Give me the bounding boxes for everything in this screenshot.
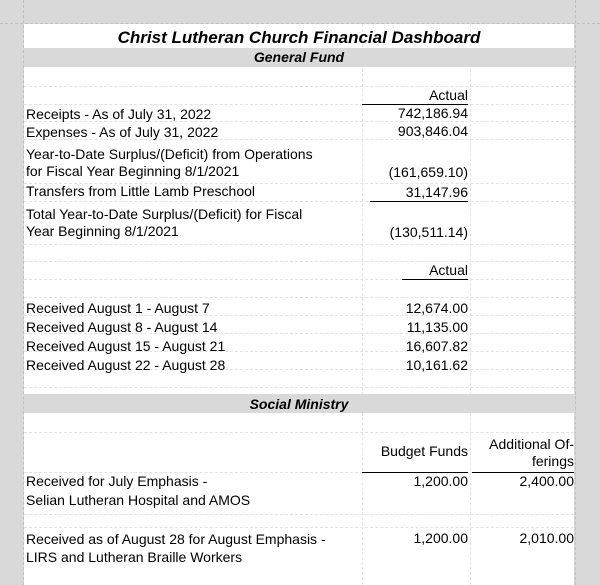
receipts-value: 742,186.94	[362, 104, 468, 122]
ytd-operations-label-line1: Year-to-Date Surplus/(Deficit) from Operations	[26, 146, 313, 162]
expenses-label: Expenses - As of July 31, 2022	[26, 124, 219, 140]
august-emphasis-label-line2: LIRS and Lutheran Braille Workers	[26, 549, 243, 565]
total-ytd-label-line1: Total Year-to-Date Surplus/(Deficit) for Fiscal	[26, 206, 303, 222]
general-fund-heading: General Fund	[253, 49, 345, 65]
social-ministry-heading: Social Ministry	[249, 396, 349, 412]
august-additional-value: 2,010.00	[519, 530, 574, 546]
additional-offerings-header-line2: ferings	[531, 453, 574, 469]
gridline	[24, 514, 574, 515]
ytd-operations-value: (161,659.10)	[388, 164, 468, 180]
gridline	[24, 527, 574, 528]
gridline	[24, 387, 574, 388]
july-budget-value: 1,200.00	[362, 472, 468, 490]
week3-label: Received August 15 - August 21	[26, 338, 226, 354]
additional-offerings-header-line1: Additional Of-	[489, 436, 574, 452]
gridline	[24, 201, 574, 202]
receipts-label: Receipts - As of July 31, 2022	[26, 106, 212, 122]
gridline	[24, 432, 574, 433]
july-emphasis-label-line2: Selian Lutheran Hospital and AMOS	[26, 492, 251, 508]
weekly-actual-header: Actual	[402, 262, 468, 280]
august-budget-value: 1,200.00	[413, 530, 468, 546]
week1-value: 12,674.00	[405, 300, 468, 316]
gridline	[470, 24, 471, 585]
gridline	[24, 279, 574, 280]
week1-label: Received August 1 - August 7	[26, 300, 210, 316]
week4-value: 10,161.62	[405, 357, 468, 373]
gridline	[24, 104, 574, 105]
transfers-label: Transfers from Little Lamb Preschool	[26, 183, 256, 199]
week2-value: 11,135.00	[406, 319, 468, 335]
gridline	[24, 86, 574, 87]
budget-funds-header: Budget Funds	[380, 443, 468, 459]
total-ytd-value: (130,511.14)	[389, 224, 468, 240]
ytd-operations-label-line2: for Fiscal Year Beginning 8/1/2021	[26, 163, 240, 179]
week2-label: Received August 8 - August 14	[26, 319, 218, 335]
dashboard-title: Christ Lutheran Church Financial Dashboard	[117, 28, 481, 47]
week4-label: Received August 22 - August 28	[26, 357, 226, 373]
gridline	[24, 244, 574, 245]
july-emphasis-label-line1: Received for July Emphasis -	[26, 473, 208, 489]
gridline	[24, 261, 574, 262]
august-emphasis-label-line1: Received as of August 28 for August Emphasis -	[26, 531, 326, 547]
total-ytd-label-line2: Year Beginning 8/1/2021	[26, 223, 179, 239]
week3-value: 16,607.82	[405, 338, 468, 354]
spreadsheet-area	[24, 24, 574, 585]
actual-column-header: Actual	[429, 87, 468, 103]
gridline	[575, 0, 576, 585]
expenses-value: 903,846.04	[397, 123, 468, 139]
transfers-value: 31,147.96	[370, 184, 468, 202]
july-additional-value: 2,400.00	[472, 472, 574, 490]
gridline	[24, 297, 574, 298]
